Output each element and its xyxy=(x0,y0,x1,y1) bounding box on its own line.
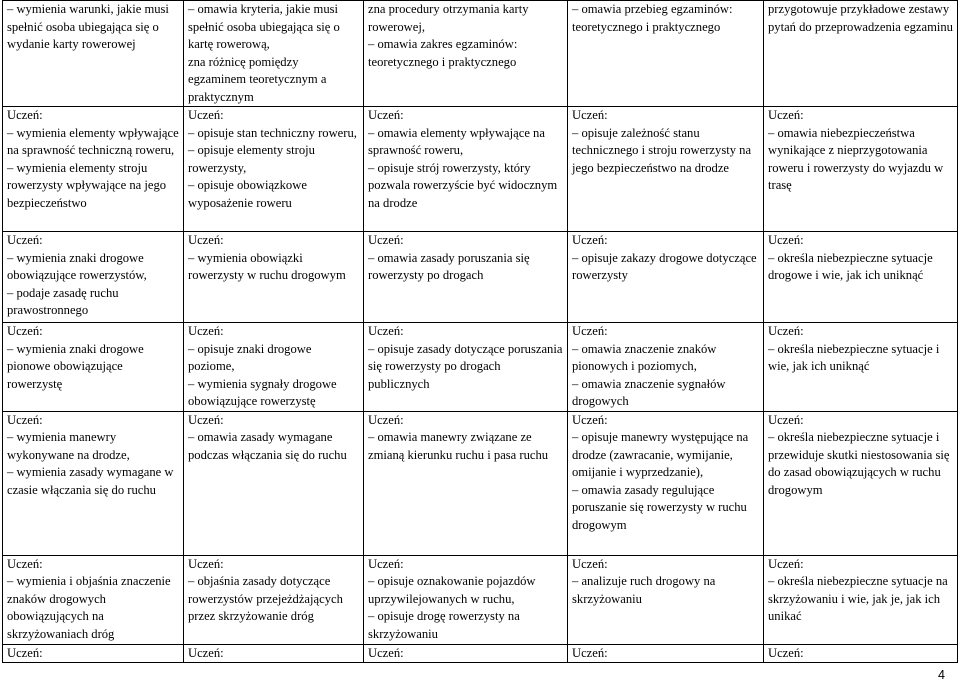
table-cell: Uczeń: – opisuje oznakowanie pojazdów uprzywilejowanych w ruchu, – opisuje drogę rowerzysty na skrzyżowaniu xyxy=(364,555,568,644)
table-cell: Uczeń: – określa niebezpieczne sytuacje drogowe i wie, jak ich uniknąć xyxy=(764,232,958,323)
table-cell: – omawia kryteria, jakie musi spełnić osoba ubiegająca się o kartę rowerową, zna różnicę pomiędzy egzaminem teoretycznym a praktycznym xyxy=(184,1,364,107)
table-cell: Uczeń: – omawia elementy wpływające na sprawność roweru, – opisuje strój rowerzysty, który pozwala rowerzyście być widocznym na drodze xyxy=(364,107,568,232)
table-cell: Uczeń: – analizuje ruch drogowy na skrzyżowaniu xyxy=(568,555,764,644)
table-cell: przygotowuje przykładowe zestawy pytań do przeprowadzenia egzaminu xyxy=(764,1,958,107)
table-cell: Uczeń: – wymienia elementy wpływające na sprawność techniczną roweru, – wymienia elementy stroju rowerzysty wpływające na jego bezpieczeństwo xyxy=(3,107,184,232)
table-cell: Uczeń: – opisuje zakazy drogowe dotyczące rowerzysty xyxy=(568,232,764,323)
table-row xyxy=(3,411,958,555)
table-cell: Uczeń: – określa niebezpieczne sytuacje i przewiduje skutki niestosowania się do zasad obowiązujących w ruchu drogowym xyxy=(764,411,958,555)
table-cell: Uczeń: xyxy=(3,644,184,663)
table-cell: Uczeń: – określa niebezpieczne sytuacje i wie, jak ich uniknąć xyxy=(764,323,958,412)
table-cell: Uczeń: – określa niebezpieczne sytuacje na skrzyżowaniu i wie, jak je, jak ich unikać xyxy=(764,555,958,644)
table-cell: Uczeń: – objaśnia zasady dotyczące rowerzystów przejeżdżających przez skrzyżowanie dróg xyxy=(184,555,364,644)
table-cell: Uczeń: – opisuje zasady dotyczące poruszania się rowerzysty po drogach publicznych xyxy=(364,323,568,412)
table-cell: Uczeń: xyxy=(764,644,958,663)
table-row xyxy=(3,107,958,232)
table-cell: Uczeń: – wymienia obowiązki rowerzysty w ruchu drogowym xyxy=(184,232,364,323)
table-cell: Uczeń: – omawia zasady poruszania się rowerzysty po drogach xyxy=(364,232,568,323)
table-cell: Uczeń: – wymienia manewry wykonywane na drodze, – wymienia zasady wymagane w czasie włączania się do ruchu xyxy=(3,411,184,555)
table-cell: Uczeń: – opisuje znaki drogowe poziome, – wymienia sygnały drogowe obowiązujące rowerzystę xyxy=(184,323,364,412)
table-row xyxy=(3,232,958,323)
requirements-table xyxy=(2,0,958,663)
table-cell: Uczeń: xyxy=(568,644,764,663)
table-row xyxy=(3,1,958,107)
table-cell: – omawia przebieg egzaminów: teoretycznego i praktycznego xyxy=(568,1,764,107)
table-cell: Uczeń: xyxy=(364,644,568,663)
table-cell: – wymienia warunki, jakie musi spełnić osoba ubiegająca się o wydanie karty rowerowej xyxy=(3,1,184,107)
table-cell: zna procedury otrzymania karty rowerowej, – omawia zakres egzaminów: teoretycznego i praktycznego xyxy=(364,1,568,107)
table-row xyxy=(3,644,958,663)
table-cell: Uczeń: – opisuje stan techniczny roweru, – opisuje elementy stroju rowerzysty, – opisuje obowiązkowe wyposażenie roweru xyxy=(184,107,364,232)
table-row xyxy=(3,555,958,644)
table-cell: Uczeń: – omawia manewry związane ze zmianą kierunku ruchu i pasa ruchu xyxy=(364,411,568,555)
table-cell: Uczeń: xyxy=(184,644,364,663)
table-cell: Uczeń: – omawia niebezpieczeństwa wynikające z nieprzygotowania roweru i rowerzysty do wyjazdu w trasę xyxy=(764,107,958,232)
table-cell: Uczeń: – wymienia i objaśnia znaczenie znaków drogowych obowiązujących na skrzyżowaniach dróg xyxy=(3,555,184,644)
page-number: 4 xyxy=(938,668,945,682)
table-row xyxy=(3,323,958,412)
table-cell: Uczeń: – omawia znaczenie znaków pionowych i poziomych, – omawia znaczenie sygnałów drogowych xyxy=(568,323,764,412)
table-cell: Uczeń: – omawia zasady wymagane podczas włączania się do ruchu xyxy=(184,411,364,555)
table-cell: Uczeń: – wymienia znaki drogowe pionowe obowiązujące rowerzystę xyxy=(3,323,184,412)
table-cell: Uczeń: – opisuje manewry występujące na drodze (zawracanie, wymijanie, omijanie i wyprzedzanie), – omawia zasady regulujące poruszanie się rowerzysty w ruchu drogowym xyxy=(568,411,764,555)
table-cell: Uczeń: – wymienia znaki drogowe obowiązujące rowerzystów, – podaje zasadę ruchu prawostronnego xyxy=(3,232,184,323)
table-cell: Uczeń: – opisuje zależność stanu technicznego i stroju rowerzysty na jego bezpieczeństwo na drodze xyxy=(568,107,764,232)
